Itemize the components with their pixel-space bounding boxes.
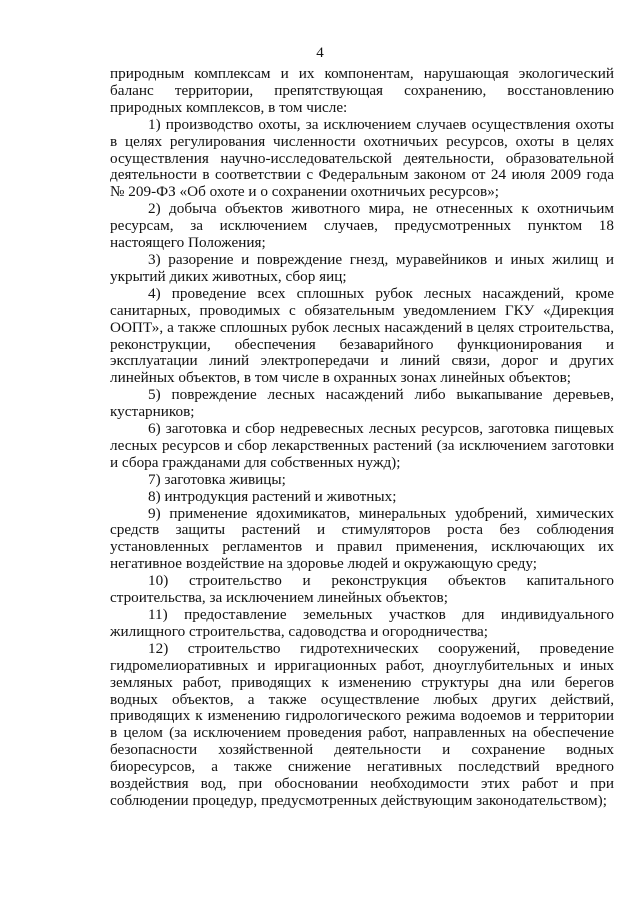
- list-item-11: 11) предоставление земельных участков для индивидуального жилищного строительства, садоводства и огородничества;: [110, 606, 614, 640]
- paragraph-intro: природным комплексам и их компонентам, нарушающая экологический баланс территории, препятствующая сохранению, восстановлению природных комплексов, в том числе:: [110, 65, 614, 116]
- list-item-6: 6) заготовка и сбор недревесных лесных ресурсов, заготовка пищевых лесных ресурсов и сбор лекарственных растений (за исключением заготовки и сбора гражданами для собственных нужд);: [110, 420, 614, 471]
- list-item-1: 1) производство охоты, за исключением случаев осуществления охоты в целях регулирования численности охотничьих ресурсов, охоты в целях осуществления научно-исследовательской деятельности, образовательной деятельности в соответствии с Федеральным законом от 24 июля 2009 года № 209-ФЗ «Об охоте и о сохранении охотничьих ресурсов»;: [110, 115, 614, 201]
- list-item-7: 7) заготовка живицы;: [148, 470, 286, 488]
- list-item-4: 4) проведение всех сплошных рубок лесных насаждений, кроме санитарных, проводимых с обязательным уведомлением ГКУ «Дирекция ООПТ», а также сплошных рубок лесных насаждений в целях строительства, реконструкции, обеспечения безаварийного функционирования и эксплуатации линий электропередачи и линий связи, дорог и других линейных объектов, в том числе в охранных зонах линейных объектов;: [110, 284, 614, 387]
- page-number: 4: [316, 45, 324, 61]
- list-item-3: 3) разорение и повреждение гнезд, муравейников и иных жилищ и укрытий диких животных, сбор яиц;: [110, 250, 614, 285]
- list-item-12: 12) строительство гидротехнических сооружений, проведение гидромелиоративных и ирригационных работ, дноуглубительных и иных земляных работ, приводящих к изменению структуры дна или берегов водных объектов, а также осуществление любых других действий, приводящих к изменению гидрологического режима водоемов и территории в целом (за исключением проведения работ, направленных на обеспечение безопасности хозяйственной деятельности и сохранение водных биоресурсов, а также снижение негативных последствий вредного воздействия вод, при обосновании необходимости этих работ и при соблюдении процедур, предусмотренных действующим законодательством);: [110, 639, 614, 809]
- list-item-9: 9) применение ядохимикатов, минеральных удобрений, химических средств защиты растений и стимуляторов роста без соблюдения установленных регламентов и правил применения, исключающих их негативное воздействие на здоровье людей и окружающую среду;: [110, 504, 614, 573]
- document-body: [110, 66, 614, 810]
- list-item-10: 10) строительство и реконструкция объектов капитального строительства, за исключением линейных объектов;: [110, 572, 614, 607]
- list-item-2: 2) добыча объектов животного мира, не отнесенных к охотничьим ресурсам, за исключением случаев, предусмотренных пунктом 18 настоящего Положения;: [110, 200, 614, 252]
- list-item-8: 8) интродукция растений и животных;: [148, 487, 397, 505]
- list-item-5: 5) повреждение лесных насаждений либо выкапывание деревьев, кустарников;: [110, 386, 614, 421]
